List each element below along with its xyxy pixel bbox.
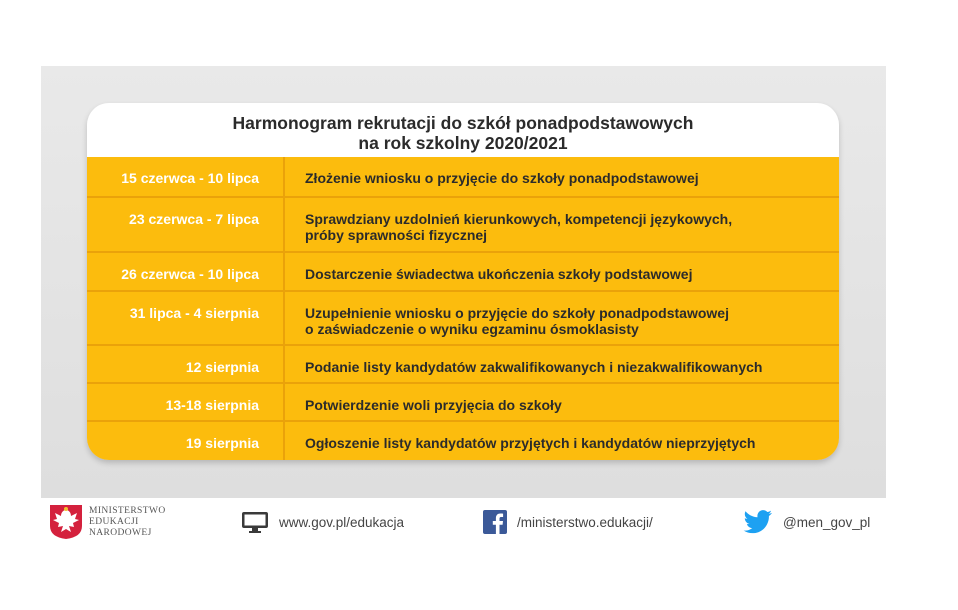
twitter-bird-icon: [743, 510, 773, 534]
row-description-line: o zaświadczenie o wyniku egzaminu ósmoklasisty: [305, 321, 639, 337]
title-line-1: Harmonogram rekrutacji do szkół ponadpodstawowych: [232, 113, 694, 133]
row-date: 12 sierpnia: [87, 346, 285, 382]
twitter-handle: @men_gov_pl: [783, 514, 871, 530]
table-row: [87, 384, 839, 422]
row-description: [285, 384, 839, 420]
row-description-line: Dostarczenie świadectwa ukończenia szkoły podstawowej: [305, 266, 693, 282]
row-description-line: Uzupełnienie wniosku o przyjęcie do szkoły ponadpodstawowej: [305, 305, 729, 321]
ministry-line: MINISTERSTWO: [89, 506, 166, 516]
footer: [41, 498, 886, 552]
row-description: [285, 346, 839, 382]
banner: [41, 66, 886, 498]
title-line-2: na rok szkolny 2020/2021: [358, 133, 568, 153]
schedule-card: [87, 103, 839, 460]
row-date: 13-18 sierpnia: [87, 384, 285, 420]
row-description-line: próby sprawności fizycznej: [305, 227, 488, 243]
row-description: [285, 253, 839, 290]
ministry-line: EDUKACJI: [89, 517, 139, 527]
website-url: www.gov.pl/edukacja: [279, 514, 405, 530]
facebook-handle: /ministerstwo.edukacji/: [517, 514, 653, 530]
row-description-line: Podanie listy kandydatów zakwalifikowanych i niezakwalifikowanych: [305, 359, 763, 375]
table-row: [87, 198, 839, 253]
table-row: [87, 292, 839, 346]
row-description: [285, 292, 839, 344]
eagle-emblem-icon: [49, 504, 83, 540]
table-row: [87, 346, 839, 384]
row-date: 19 sierpnia: [87, 422, 285, 460]
ministry-line: NARODOWEJ: [89, 528, 152, 538]
row-description-line: Ogłoszenie listy kandydatów przyjętych i kandydatów nieprzyjętych: [305, 435, 756, 451]
row-description: [285, 157, 839, 196]
row-description: [285, 422, 839, 460]
twitter-link[interactable]: [743, 510, 870, 534]
facebook-link[interactable]: [483, 510, 653, 534]
row-date: 23 czerwca - 7 lipca: [87, 198, 285, 251]
row-description: [285, 198, 839, 251]
ministry-name: [89, 506, 166, 539]
card-header: [87, 103, 839, 157]
row-description-line: Potwierdzenie woli przyjęcia do szkoły: [305, 397, 562, 413]
row-date: 31 lipca - 4 sierpnia: [87, 292, 285, 344]
table-row: [87, 422, 839, 460]
row-description-line: Złożenie wniosku o przyjęcie do szkoły ponadpodstawowej: [305, 170, 699, 186]
website-link[interactable]: [241, 510, 404, 534]
monitor-icon: [241, 511, 269, 533]
table-row: [87, 157, 839, 198]
row-description-line: Sprawdziany uzdolnień kierunkowych, kompetencji językowych,: [305, 211, 733, 227]
row-date: 15 czerwca - 10 lipca: [87, 157, 285, 196]
table-row: [87, 253, 839, 292]
facebook-icon: [483, 510, 507, 534]
schedule-table: [87, 157, 839, 460]
row-date: 26 czerwca - 10 lipca: [87, 253, 285, 290]
